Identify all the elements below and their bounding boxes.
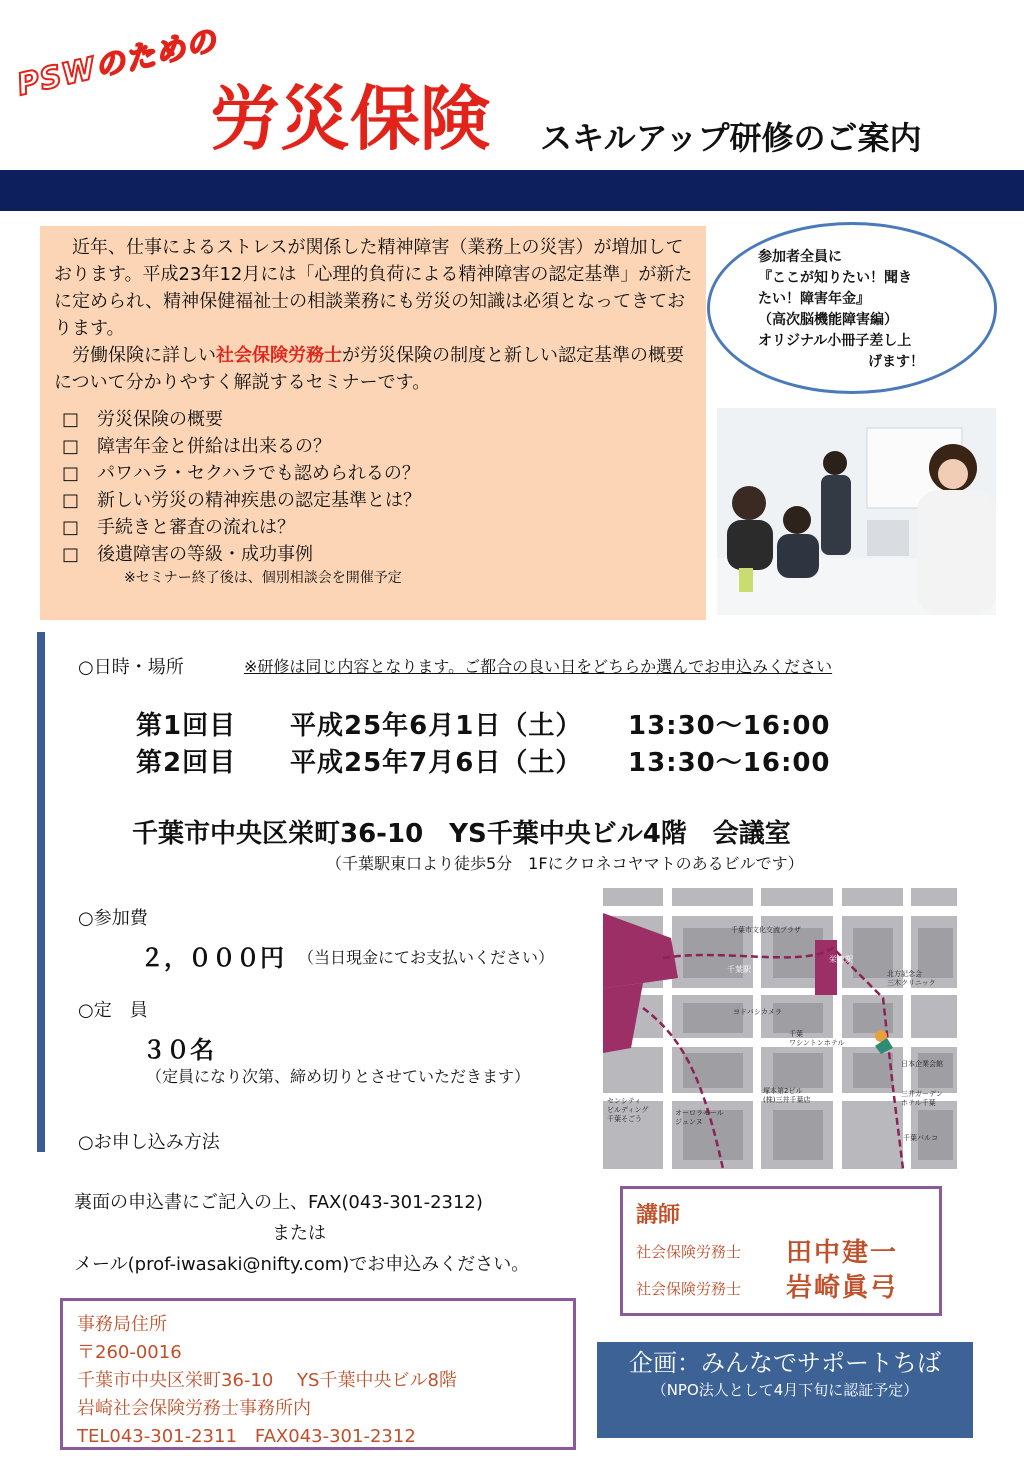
topic-item: □ 手続きと審査の流れは？ (62, 517, 296, 538)
intro-box (40, 226, 706, 620)
topic-item: □ 障害年金と併給は出来るの？ (62, 436, 332, 457)
topic-item: □ パワハラ・セクハラでも認められるの？ (62, 463, 420, 484)
tagline: PSWのための (13, 23, 221, 104)
map-label-kigyo: 日本企業会館 (901, 1060, 943, 1068)
office-line: 千葉市中央区栄町36-10 YS千葉中央ビル8階 (77, 1370, 457, 1391)
venue-address: 千葉市中央区栄町36-10 YS千葉中央ビル4階 会議室 (132, 819, 791, 849)
session-1-number: 第1回目 (136, 711, 237, 741)
capacity-note: （定員になり次第、締め切りとさせていただきます） (146, 1067, 531, 1086)
capacity-value: ３０名 (142, 1036, 214, 1064)
map-label-garden: 三井ガーデンホテル千葉 (901, 1090, 943, 1107)
map-label-sogo: センシティビルディング千葉そごう (607, 1097, 649, 1123)
intro-note: ※セミナー終了後は、個別相談会を開催予定 (124, 570, 402, 586)
bonus-line: 参加者全員に (758, 249, 842, 265)
meeting-photo-illustration (717, 408, 996, 615)
page-title: 労災保険 (210, 78, 490, 160)
topic-item: □ 後遺障害の等級・成功事例 (62, 544, 314, 565)
lecturer-heading: 講師 (636, 1203, 681, 1228)
section-rule (37, 632, 45, 1152)
location-map (603, 888, 957, 1169)
bonus-line: 『ここが知りたい！聞き (758, 270, 912, 286)
office-line: 事務局住所 (77, 1314, 167, 1335)
lecturer-2-name: 岩崎眞弓 (786, 1273, 899, 1303)
page-subtitle: スキルアップ研修のご案内 (540, 119, 922, 157)
map-label-parco: 千葉パルコ (903, 1134, 938, 1142)
session-2-date: 平成25年7月6日（土） (290, 748, 583, 778)
map-label-tsukamoto: 塚本第2ビル(株)三井千葉店 (763, 1087, 811, 1104)
intro-paragraph-1: 近年、仕事によるストレスが関係した精神障害（業務上の災害）が増加しております。平成23年12月には「心理的負荷による精神障害の認定基準」が新たに定められ、精神保健福祉士の相談業務にも労災の知識は必須となってきております。 (54, 237, 693, 339)
fee-note: （当日現金にてお支払いください） (298, 948, 555, 967)
fee-label: ○参加費 (78, 908, 148, 929)
bonus-line: オリジナル小冊子差し上 (758, 333, 912, 349)
office-address-box (60, 1298, 576, 1450)
organizer-box (597, 1342, 973, 1438)
apply-label: ○お申し込み方法 (78, 1132, 220, 1153)
intro-p2-before: 労働保険に詳しい (72, 345, 216, 366)
schedule-label: ○日時・場所 (78, 657, 184, 678)
organizer-title: 企画：みんなでサポートちば (629, 1349, 941, 1377)
map-graphic (603, 888, 957, 1169)
map-label-clinic: 北方記念会三木クリニック (887, 970, 936, 987)
apply-line-fax: 裏面の申込書にご記入の上、FAX(043-301-2312) (74, 1192, 483, 1213)
office-line: 〒260-0016 (77, 1342, 182, 1363)
session-2-time: 13:30～16:00 (628, 748, 831, 778)
lecturer-1-role: 社会保険労務士 (636, 1243, 742, 1261)
intro-p2-highlight: 社会保険労務士 (216, 345, 342, 366)
apply-line-or: または (272, 1223, 326, 1244)
header-bar (0, 170, 1024, 211)
bonus-line: （高次脳機能障害編） (758, 312, 898, 328)
capacity-label: ○定 員 (78, 1000, 148, 1021)
office-line: TEL043-301-2311 FAX043-301-2312 (77, 1426, 416, 1447)
apply-line-email: メール(prof-iwasaki@nifty.com)でお申込みください。 (74, 1254, 530, 1275)
meeting-photo (717, 408, 996, 615)
fee-value: ２，０００円 (140, 944, 284, 972)
bonus-line: たい！障害年金』 (758, 291, 870, 307)
map-label-chiba-station: 千葉駅 (727, 965, 751, 974)
office-line: 岩崎社会保険労務士事務所内 (77, 1398, 311, 1419)
venue-note: （千葉駅東口より徒歩5分 1Fにクロネコヤマトのあるビルです） (326, 854, 804, 873)
bonus-text (758, 247, 958, 373)
lecturer-1-name: 田中建一 (786, 1238, 899, 1268)
map-label-hotel: 千葉ワシントンホテル (789, 1030, 845, 1047)
map-label-sakaecho: 栄町駅 (829, 955, 853, 964)
map-label-culture-plaza: 千葉市文化交流プラザ (731, 926, 801, 934)
map-label-aurora: オーロラモールジュンヌ (675, 1109, 724, 1126)
session-2-number: 第2回目 (136, 748, 237, 778)
topic-list (54, 406, 694, 568)
apply-instructions (74, 1187, 594, 1280)
session-1-time: 13:30～16:00 (628, 711, 831, 741)
topic-item: □ 新しい労災の精神疾患の認定基準とは？ (62, 490, 422, 511)
organizer-note: （NPO法人として4月下旬に認証予定） (651, 1381, 919, 1399)
map-label-yodobashi: ヨドバシカメラ (733, 1008, 782, 1016)
schedule-note: ※研修は同じ内容となります。ご都合の良い日をどちらか選んでお申込みください (244, 657, 833, 676)
session-1-date: 平成25年6月1日（土） (290, 711, 583, 741)
bonus-line: げます！ (868, 354, 924, 370)
intro-paragraph-2 (54, 342, 694, 396)
intro-p2-after: が労災保険の制度と新しい認定基準の概要について分かりやすく解説するセミナーです。 (54, 345, 684, 393)
lecturer-2-role: 社会保険労務士 (636, 1280, 742, 1298)
topic-item: □ 労災保険の概要 (62, 409, 224, 430)
